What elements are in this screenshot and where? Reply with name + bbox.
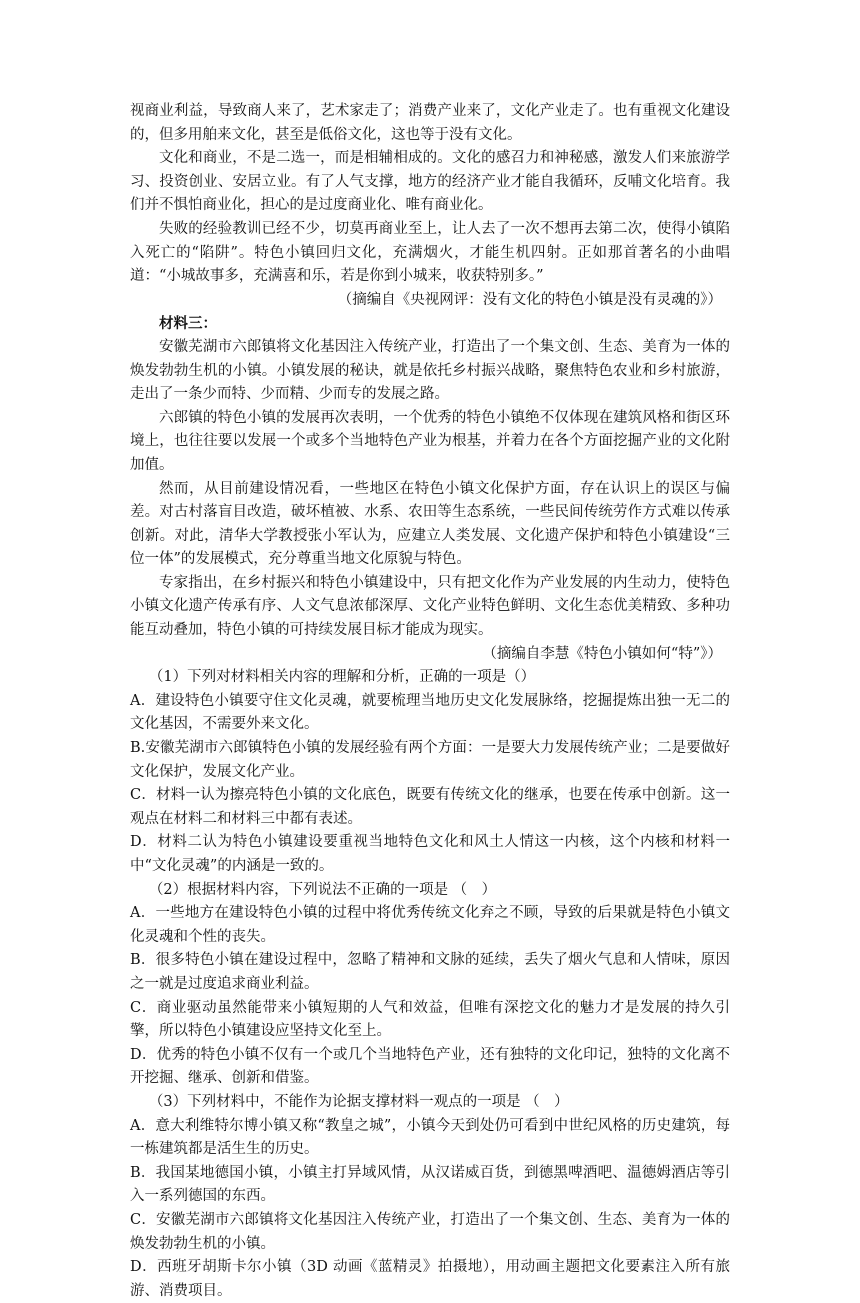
paragraph-7: 专家指出，在乡村振兴和特色小镇建设中，只有把文化作为产业发展的内生动力，使特色小镇文化遗产传承有序、人文气息浓郁深厚、文化产业特色鲜明、文化生态优美精致、多种功能互动叠加，特色小镇的可持续发展目标才能成为现实。 [130, 574, 730, 639]
question-3: （3）下列材料中，不能作为论据支撑材料一观点的一项是 （ ） [148, 1093, 569, 1110]
document-page [130, 100, 730, 1303]
question-3-option-c: C．安徽芜湖市六郎镇将文化基因注入传统产业，打造出了一个集文创、生态、美育为一体的焕发勃勃生机的小镇。 [130, 1211, 730, 1252]
question-1-option-d: D．材料二认为特色小镇建设要重视当地特色文化和风土人情这一内核，这个内核和材料一中“文化灵魂”的内涵是一致的。 [130, 834, 730, 874]
material-3-heading: 材料三： [159, 315, 217, 333]
paragraph-3: 失败的经验教训已经不少，切莫再商业至上，让人去了一次不想再去第二次，使得小镇陷入死亡的“陷阱”。特色小镇回归文化，充满烟火，才能生机四射。正如那首著名的小曲唱道：“小城故事多，充满喜和乐，若是你到小城来，收获特别多。” [130, 220, 730, 285]
source-citation-3: （摘编自李慧《特色小镇如何“特”》） [482, 645, 722, 662]
question-1-option-b: B.安徽芜湖市六郎镇特色小镇的发展经验有两个方面：一是要大力发展传统产业；二是要做好文化保护，发展文化产业。 [130, 740, 730, 780]
paragraph-1: 视商业利益，导致商人来了，艺术家走了；消费产业来了，文化产业走了。也有重视文化建设的，但多用舶来文化，甚至是低俗文化，这也等于没有文化。 [130, 103, 730, 143]
source-citation-2: （摘编自《央视网评：没有文化的特色小镇是没有灵魂的》） [337, 291, 722, 308]
question-1: （1）下列对材料相关内容的理解和分析，正确的一项是（） [148, 669, 536, 686]
question-1-option-c: C．材料一认为擦亮特色小镇的文化底色，既要有传统文化的继承，也要在传承中创新。这一观点在材料二和材料三中都有表述。 [130, 787, 730, 827]
paragraph-4: 安徽芜湖市六郎镇将文化基因注入传统产业，打造出了一个集文创、生态、美育为一体的焕发勃勃生机的小镇。小镇发展的秘诀，就是依托乡村振兴战略，聚焦特色农业和乡村旅游，走出了一条少而特、少而精、少而专的发展之路。 [130, 338, 730, 403]
question-1-option-a: A．建设特色小镇要守住文化灵魂，就要梳理当地历史文化发展脉络，挖掘提炼出独一无二的文化基因，不需要外来文化。 [130, 692, 730, 733]
question-2-option-c: C．商业驱动虽然能带来小镇短期的人气和效益，但唯有深挖文化的魅力才是发展的持久引擎，所以特色小镇建设应坚持文化至上。 [130, 999, 730, 1040]
question-2: （2）根据材料内容，下列说法不正确的一项是 （ ） [148, 881, 497, 898]
paragraph-2: 文化和商业，不是二选一，而是相辅相成的。文化的感召力和神秘感，激发人们来旅游学习、投资创业、安居立业。有了人气支撑，地方的经济产业才能自我循环，反哺文化培育。我们并不惧怕商业化，担心的是过度商业化、唯有商业化。 [130, 150, 730, 214]
paragraph-5: 六郎镇的特色小镇的发展再次表明，一个优秀的特色小镇绝不仅体现在建筑风格和街区环境上，也往往要以发展一个或多个当地特色产业为根基，并着力在各个方面挖掘产业的文化附加值。 [130, 409, 730, 473]
question-2-option-a: A．一些地方在建设特色小镇的过程中将优秀传统文化弃之不顾，导致的后果就是特色小镇文化灵魂和个性的丧失。 [130, 905, 730, 945]
question-2-option-b: B．很多特色小镇在建设过程中，忽略了精神和文脉的延续，丢失了烟火气息和人情味，原因之一就是过度追求商业利益。 [130, 952, 730, 992]
question-3-option-a: A．意大利维特尔博小镇又称“教皇之城”，小镇今天到处仍可看到中世纪风格的历史建筑，每一栋建筑都是活生生的历史。 [130, 1117, 730, 1158]
question-3-option-d: D．西班牙胡斯卡尔小镇（3D 动画《蓝精灵》拍摄地），用动画主题把文化要素注入所有旅游、消费项目。 [130, 1259, 730, 1299]
paragraph-6: 然而，从目前建设情况看，一些地区在特色小镇文化保护方面，存在认识上的误区与偏差。对古村落盲目改造，破坏植被、水系、农田等生态系统，一些民间传统劳作方式难以传承创新。对此，清华大学教授张小军认为，应建立人类发展、文化遗产保护和特色小镇建设“三位一体”的发展模式，充分尊重当地文化原貌与特色。 [130, 480, 730, 568]
question-3-option-b: B．我国某地德国小镇，小镇主打异域风情，从汉诺威百货，到德黑啤酒吧、温德姆酒店等引入一系列德国的东西。 [130, 1164, 730, 1205]
question-2-option-d: D．优秀的特色小镇不仅有一个或几个当地特色产业，还有独特的文化印记，独特的文化离不开挖掘、继承、创新和借鉴。 [130, 1046, 730, 1087]
